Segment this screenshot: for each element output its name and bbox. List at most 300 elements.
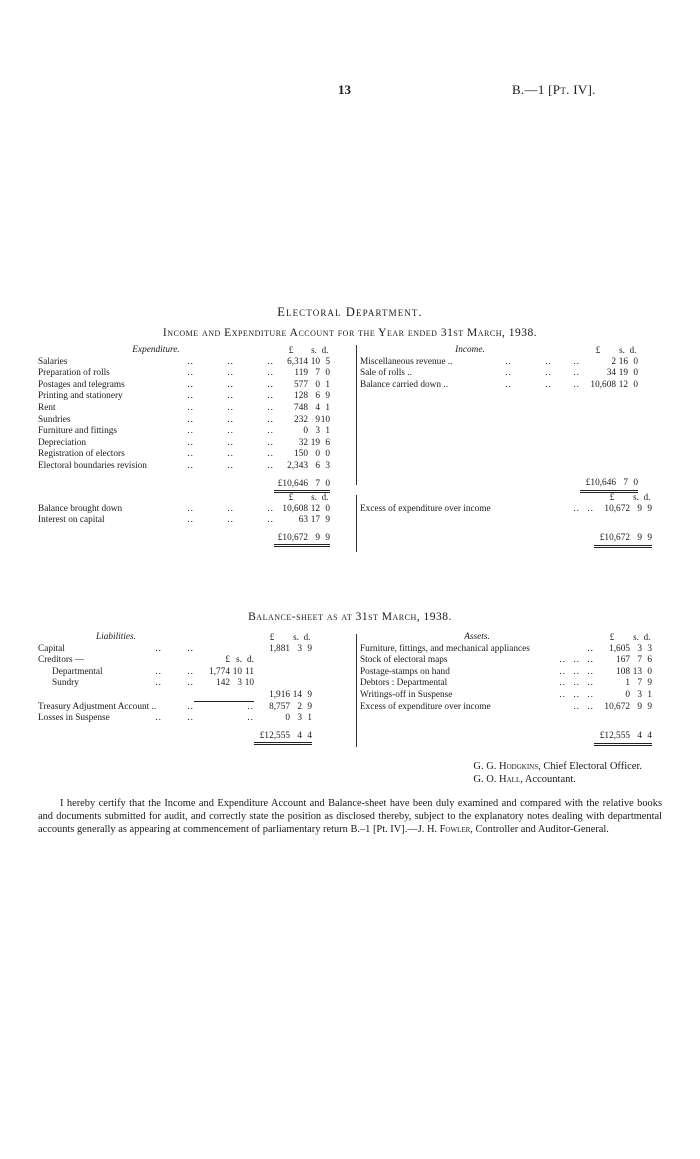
table-row <box>38 461 330 473</box>
row-label: Sundries <box>38 414 71 425</box>
leader: .. <box>227 503 234 514</box>
amount-shillings: 0 <box>315 449 320 460</box>
leader: .. <box>267 437 274 448</box>
amount-pence: 9 <box>307 643 312 654</box>
pence-head: d. <box>321 492 329 502</box>
liabilities-col-head: Liabilities. <box>95 632 137 642</box>
leader: .. <box>155 713 162 724</box>
row-label: Debtors : Departmental <box>360 678 448 689</box>
amount-pence: 1 <box>647 689 652 700</box>
leader: .. <box>573 503 580 514</box>
shillings-head: s. <box>293 632 299 642</box>
leader: .. <box>187 701 194 712</box>
leader: .. <box>573 689 580 700</box>
amount-pence: 9 <box>647 701 652 712</box>
leader: .. <box>587 643 594 654</box>
row-label: Preparation of rolls <box>38 368 110 379</box>
row-label: Registration of electors <box>38 449 125 460</box>
leader: .. <box>559 666 566 677</box>
amount-pounds: 167 <box>616 655 630 666</box>
amount-pounds: 0 <box>625 689 630 700</box>
table-row <box>360 655 652 667</box>
leader: .. <box>187 368 194 379</box>
amount-pence: 5 <box>325 356 330 367</box>
pence-head: d. <box>629 345 637 355</box>
row-label: Depreciation <box>38 437 87 448</box>
column-divider <box>356 345 357 485</box>
table-row <box>38 426 330 438</box>
leader: .. <box>155 678 162 689</box>
leader: .. <box>587 503 594 514</box>
sub-pence-head: d. <box>247 655 254 666</box>
leader: .. <box>227 379 234 390</box>
row-label: Treasury Adjustment Account .. <box>38 701 157 712</box>
total-shillings: 9 <box>637 533 642 544</box>
amount-pounds: 10,608 <box>282 503 308 514</box>
shillings-head: s. <box>633 632 639 642</box>
amount-pounds: 1,916 <box>269 689 290 700</box>
leader: .. <box>227 460 234 471</box>
leader: .. <box>267 379 274 390</box>
leader: .. <box>267 356 274 367</box>
leader: .. <box>187 449 194 460</box>
leader: .. <box>573 356 580 367</box>
leader: .. <box>247 701 254 712</box>
leader: .. <box>155 643 162 654</box>
shillings-head: s. <box>311 492 317 502</box>
double-rule-row <box>360 743 652 746</box>
leader: .. <box>545 356 552 367</box>
leader: .. <box>573 655 580 666</box>
amount-pence: 9 <box>307 701 312 712</box>
amount-pounds: 2 <box>611 356 616 367</box>
amount-shillings: 9 <box>637 701 642 712</box>
leader: .. <box>267 503 274 514</box>
shillings-head: s. <box>311 345 317 355</box>
amount-pence: 3 <box>325 460 330 471</box>
table-row <box>360 667 652 679</box>
double-rule-row <box>38 544 330 547</box>
leader: .. <box>267 414 274 425</box>
amount-pounds: 1,881 <box>269 643 290 654</box>
amount-shillings: 6 <box>315 460 320 471</box>
total-pounds: £12,555 <box>259 730 290 741</box>
leader: .. <box>187 666 194 677</box>
amount-pounds: 10,608 <box>590 379 616 390</box>
double-rule-row <box>360 545 652 548</box>
row-label: Excess of expenditure over income <box>360 701 491 712</box>
amount-shillings: 3 <box>315 426 320 437</box>
leader: .. <box>227 515 234 526</box>
spacer-row <box>360 515 652 533</box>
total-pence: 4 <box>647 731 652 742</box>
table-row <box>38 438 330 450</box>
pence-head: d. <box>643 632 651 642</box>
table-row <box>360 504 652 516</box>
leader: .. <box>587 678 594 689</box>
table-head-row <box>38 632 312 644</box>
table-row <box>38 449 330 461</box>
leader: .. <box>187 426 194 437</box>
amount-shillings: 13 <box>632 666 642 677</box>
amount-shillings: 17 <box>310 515 320 526</box>
leader: .. <box>505 379 512 390</box>
amount-shillings: 9 <box>637 503 642 514</box>
leader: .. <box>559 678 566 689</box>
amount-pounds: 32 <box>298 437 308 448</box>
liabilities-table <box>38 632 354 745</box>
amount-pounds: 10,672 <box>604 701 630 712</box>
leader: .. <box>187 414 194 425</box>
amount-pounds: 150 <box>294 449 308 460</box>
leader: .. <box>227 437 234 448</box>
amount-pence: 9 <box>647 678 652 689</box>
assets-table <box>360 632 664 746</box>
amount-pounds: 2,343 <box>287 460 308 471</box>
amount-pounds: 748 <box>294 402 308 413</box>
amount-pounds: 8,757 <box>269 701 290 712</box>
pence-head: d. <box>321 345 329 355</box>
amount-pence: 0 <box>647 666 652 677</box>
table-head-row <box>360 345 638 357</box>
table-row <box>38 403 330 415</box>
leader: .. <box>187 356 194 367</box>
amount-pence: 0 <box>633 368 638 379</box>
table-row <box>38 702 312 714</box>
row-label: Postage-stamps on hand <box>360 666 450 677</box>
amount-pounds: 0 <box>285 713 290 724</box>
total-pence: 9 <box>325 532 330 543</box>
table-row <box>38 644 312 656</box>
signature-line <box>473 760 642 773</box>
amount-pence: 1 <box>307 713 312 724</box>
spacer-row <box>360 713 652 731</box>
leader: .. <box>227 368 234 379</box>
table-row <box>38 380 330 392</box>
total-pence: 0 <box>633 478 638 489</box>
row-label: Salaries <box>38 356 68 367</box>
table-row <box>38 368 330 380</box>
leader: .. <box>227 391 234 402</box>
amount-pounds: 1 <box>625 678 630 689</box>
row-label: Furniture and fittings <box>38 426 118 437</box>
amount-shillings: 3 <box>297 713 302 724</box>
pence-head: d. <box>303 632 311 642</box>
table-row <box>360 357 638 369</box>
table-head-row <box>360 632 652 644</box>
amount-pounds: 0 <box>303 426 308 437</box>
shillings-head: s. <box>619 345 625 355</box>
pounds-head: £ <box>595 345 601 355</box>
amount-shillings: 12 <box>310 503 320 514</box>
amount-pence: 0 <box>325 449 330 460</box>
table-row <box>38 415 330 427</box>
pounds-head: £ <box>609 632 615 642</box>
amount-pence: 9 <box>325 515 330 526</box>
table-row <box>38 655 312 667</box>
pounds-head: £ <box>609 492 615 502</box>
pounds-head: £ <box>288 492 294 502</box>
leader: .. <box>573 666 580 677</box>
amount-shillings: 10 <box>310 356 320 367</box>
leader: .. <box>187 503 194 514</box>
row-label: Furniture, fittings, and mechanical appliances <box>360 643 530 654</box>
parliamentary-reference: B.—1 [Pt. IV]. <box>512 82 596 97</box>
amount-pence: 9 <box>307 689 312 700</box>
row-label: Postages and telegrams <box>38 379 125 390</box>
pounds-head: £ <box>269 632 275 642</box>
total-pounds: £10,672 <box>599 533 630 544</box>
signatory-title: Accountant. <box>524 774 576 785</box>
sub-amount-pounds: 1,774 <box>209 666 230 677</box>
total-pounds: £10,646 <box>585 478 616 489</box>
total-pounds: £12,555 <box>599 731 630 742</box>
sub-amount-shillings: 3 <box>237 678 242 689</box>
subtotal-row <box>38 690 312 702</box>
page-folio: 13 <box>338 82 351 97</box>
row-label: Excess of expenditure over income <box>360 503 491 514</box>
amount-shillings: 3 <box>297 643 302 654</box>
leader: .. <box>573 678 580 689</box>
leader: .. <box>267 426 274 437</box>
sub-pounds-head: £ <box>225 655 230 666</box>
row-label: Interest on capital <box>38 515 105 526</box>
total-pence: 9 <box>647 533 652 544</box>
expenditure-col-head: Expenditure. <box>132 345 180 355</box>
table-head-row <box>360 492 652 504</box>
row-label: Sale of rolls .. <box>360 368 412 379</box>
amount-shillings: 3 <box>637 643 642 654</box>
pounds-head: £ <box>288 345 294 355</box>
leader: .. <box>155 666 162 677</box>
row-label: Rent <box>38 402 56 413</box>
amount-pounds: 232 <box>294 414 308 425</box>
amount-pence: 0 <box>325 503 330 514</box>
table-row <box>38 515 330 527</box>
total-shillings: 4 <box>637 731 642 742</box>
amount-pounds: 128 <box>294 391 308 402</box>
leader: .. <box>227 402 234 413</box>
amount-pounds: 577 <box>294 379 308 390</box>
table-row <box>360 678 652 690</box>
leader: .. <box>573 701 580 712</box>
leader: .. <box>187 437 194 448</box>
sub-amount-pounds: 142 <box>216 678 230 689</box>
leader: .. <box>267 402 274 413</box>
total-row <box>38 731 312 743</box>
leader: .. <box>187 713 194 724</box>
audit-certificate <box>38 797 662 837</box>
total-shillings: 7 <box>315 478 320 489</box>
amount-shillings: 12 <box>618 379 628 390</box>
signatory-name: G. G. Hodgkins, <box>473 761 541 772</box>
leader: .. <box>587 701 594 712</box>
leader: .. <box>559 655 566 666</box>
column-divider <box>356 495 357 552</box>
leader: .. <box>559 689 566 700</box>
amount-pounds: 119 <box>294 368 308 379</box>
signature-block <box>473 760 642 786</box>
table-row <box>38 357 330 369</box>
table-row <box>38 391 330 403</box>
amount-pence: 1 <box>325 426 330 437</box>
amount-shillings: 4 <box>315 402 320 413</box>
assets-col-head: Assets. <box>464 632 490 642</box>
leader: .. <box>227 449 234 460</box>
leader: .. <box>227 356 234 367</box>
row-label: Balance brought down <box>38 503 123 514</box>
row-label: Balance carried down .. <box>360 379 449 390</box>
leader: .. <box>267 368 274 379</box>
amount-shillings: 19 <box>618 368 628 379</box>
total-pence: 4 <box>307 730 312 741</box>
amount-pence: 0 <box>633 356 638 367</box>
total-row <box>38 533 330 545</box>
amount-shillings: 19 <box>310 437 320 448</box>
row-label: Electoral boundaries revision <box>38 460 147 471</box>
leader: .. <box>187 402 194 413</box>
table-head-row <box>38 492 330 504</box>
auditor-name: J. H. Fowler, <box>417 824 473 836</box>
amount-shillings: 0 <box>315 379 320 390</box>
leader: .. <box>587 655 594 666</box>
total-pence: 0 <box>325 478 330 489</box>
income-col-head: Income. <box>455 345 485 355</box>
amount-shillings: 9 <box>315 414 320 425</box>
amount-pence: 10 <box>320 414 330 425</box>
leader: .. <box>267 391 274 402</box>
leader: .. <box>187 643 194 654</box>
row-label: Stock of electoral maps <box>360 655 448 666</box>
amount-pounds: 108 <box>616 666 630 677</box>
leader: .. <box>573 368 580 379</box>
table-row <box>360 702 652 714</box>
leader: .. <box>505 356 512 367</box>
total-shillings: 4 <box>297 730 302 741</box>
signature-line <box>473 773 642 786</box>
total-row <box>360 533 652 545</box>
balance-brought-down-table <box>38 492 354 547</box>
leader: .. <box>573 379 580 390</box>
row-label: Printing and stationery <box>38 391 123 402</box>
row-label: Capital <box>38 643 65 654</box>
table-row <box>360 368 638 380</box>
amount-pounds: 1,605 <box>609 643 630 654</box>
total-shillings: 9 <box>315 532 320 543</box>
row-label: Departmental <box>52 666 103 677</box>
amount-pence: 6 <box>325 437 330 448</box>
double-rule-row <box>38 742 312 745</box>
excess-expenditure-table <box>360 492 664 548</box>
table-row <box>360 380 638 392</box>
amount-pence: 1 <box>325 402 330 413</box>
amount-pence: 0 <box>633 379 638 390</box>
amount-pence: 0 <box>325 368 330 379</box>
leader: .. <box>267 460 274 471</box>
row-label: Creditors — <box>38 655 85 666</box>
leader: .. <box>187 678 194 689</box>
amount-pence: 6 <box>647 655 652 666</box>
total-row <box>360 478 638 490</box>
amount-shillings: 2 <box>297 701 302 712</box>
table-row <box>360 644 652 656</box>
leader: .. <box>227 426 234 437</box>
row-label: Sundry <box>52 678 79 689</box>
total-pounds: £10,646 <box>277 478 308 489</box>
amount-pounds: 6,314 <box>287 356 308 367</box>
pence-head: d. <box>643 492 651 502</box>
leader: .. <box>187 379 194 390</box>
department-heading: Electoral Department. <box>277 305 423 319</box>
shillings-head: s. <box>633 492 639 502</box>
leader: .. <box>267 515 274 526</box>
total-row <box>360 731 652 743</box>
auditor-title: Controller and Auditor-General. <box>472 824 609 836</box>
certificate-text: I hereby certify that the Income and Expenditure Account and Balance-sheet have been duly examined and compared with the relative books and documents submitted for audit, and correctly state the position as disclosed thereby, subject to the explanatory notes dealing with departmental accounts generally as appearing at commencement of parliamentary return B.–1 [Pt. IV].— <box>38 798 662 836</box>
amount-pence: 9 <box>325 391 330 402</box>
amount-pence: 1 <box>325 379 330 390</box>
amount-pounds: 10,672 <box>604 503 630 514</box>
amount-shillings: 16 <box>618 356 628 367</box>
sub-amount-shillings: 10 <box>232 666 242 677</box>
table-row <box>38 504 330 516</box>
row-label: Writings-off in Suspense <box>360 689 453 700</box>
sub-amount-pence: 10 <box>244 678 254 689</box>
amount-pounds: 34 <box>606 368 616 379</box>
table-row <box>360 690 652 702</box>
leader: .. <box>187 460 194 471</box>
amount-shillings: 7 <box>637 655 642 666</box>
amount-shillings: 14 <box>292 689 302 700</box>
sub-amount-pence: 11 <box>245 666 254 677</box>
spacer-row <box>360 391 638 478</box>
expenditure-table <box>38 345 354 493</box>
amount-shillings: 7 <box>315 368 320 379</box>
amount-shillings: 7 <box>637 678 642 689</box>
leader: .. <box>187 391 194 402</box>
amount-pence: 3 <box>647 643 652 654</box>
total-row <box>38 479 330 491</box>
total-shillings: 7 <box>623 478 628 489</box>
running-head <box>0 82 700 100</box>
table-head-row <box>38 345 330 357</box>
table-row <box>38 667 312 679</box>
table-row <box>38 713 312 725</box>
leader: .. <box>545 368 552 379</box>
leader: .. <box>267 449 274 460</box>
amount-pence: 9 <box>647 503 652 514</box>
total-pounds: £10,672 <box>277 532 308 543</box>
leader: .. <box>227 414 234 425</box>
signatory-name: G. O. Hall, <box>473 774 523 785</box>
income-table <box>360 345 664 493</box>
amount-pounds: 63 <box>298 515 308 526</box>
row-label: Miscellaneous revenue .. <box>360 356 453 367</box>
leader: .. <box>187 515 194 526</box>
table-row <box>38 678 312 690</box>
leader: .. <box>545 379 552 390</box>
balance-sheet-heading: Balance-sheet as at 31st March, 1938. <box>248 611 452 623</box>
leader: .. <box>587 689 594 700</box>
amount-shillings: 6 <box>315 391 320 402</box>
income-expenditure-heading: Income and Expenditure Account for the Year ended 31st March, 1938. <box>162 327 538 339</box>
sub-shillings-head: s. <box>236 655 242 666</box>
column-divider <box>356 634 357 747</box>
amount-shillings: 3 <box>637 689 642 700</box>
leader: .. <box>505 368 512 379</box>
row-label: Losses in Suspense <box>38 713 110 724</box>
leader: .. <box>587 666 594 677</box>
